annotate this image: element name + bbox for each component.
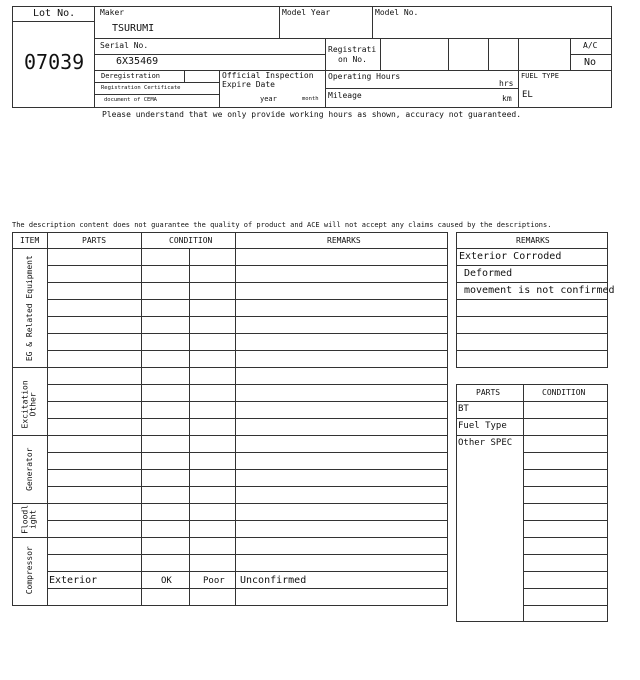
- remarks-row-2: Deformed: [464, 268, 513, 279]
- parts-header: PARTS: [476, 388, 501, 397]
- notice-text: Please understand that we only provide working hours as shown, accuracy not guaranteed.: [102, 110, 522, 119]
- registration-no-label-2: on No.: [338, 55, 367, 64]
- maker-value: TSURUMI: [112, 23, 155, 34]
- operating-hours-label: Operating Hours: [328, 72, 401, 81]
- lot-no-label: Lot No.: [33, 8, 76, 19]
- maker-label: Maker: [100, 8, 125, 17]
- registration-certificate-label: Registration Certificate: [101, 85, 181, 91]
- compressor-condition-ok: OK: [161, 576, 172, 586]
- mileage-label: Mileage: [328, 91, 362, 100]
- parts-row-bt: BT: [458, 404, 469, 414]
- ac-label: A/C: [583, 41, 598, 50]
- fuel-type-value: EL: [522, 90, 533, 100]
- ac-value: No: [584, 57, 597, 68]
- main-header-parts: PARTS: [82, 236, 107, 245]
- disclaimer-text: The description content does not guarantee the quality of product and ACE will not accept any claims caused by the descriptions.: [12, 221, 552, 229]
- km-label: km: [502, 94, 512, 103]
- official-inspection-label-2: Expire Date: [222, 80, 275, 89]
- compressor-parts: Exterior: [49, 575, 98, 586]
- condition-header: CONDITION: [542, 388, 586, 397]
- remarks-row-3: movement is not confirmed: [464, 285, 615, 296]
- parts-row-other-spec: Other SPEC: [458, 438, 513, 448]
- main-table: [12, 232, 448, 606]
- document-cema-label: document of CEMA: [104, 97, 157, 103]
- parts-row-fuel-type: Fuel Type: [458, 421, 507, 431]
- official-inspection-label-1: Official Inspection: [222, 71, 314, 80]
- month-label: month: [302, 96, 319, 102]
- section-label-eg: EG & Related Equipment: [24, 255, 34, 362]
- serial-no-value: 6X35469: [116, 56, 159, 67]
- main-header-remarks: REMARKS: [327, 236, 361, 245]
- year-label: year: [260, 95, 277, 103]
- remarks-row-1: Exterior Corroded: [459, 251, 562, 262]
- compressor-remarks: Unconfirmed: [240, 575, 307, 586]
- section-label-generator: Generator: [24, 447, 34, 491]
- compressor-condition-poor: Poor: [203, 576, 225, 586]
- model-year-label: Model Year: [282, 8, 331, 17]
- section-label-compressor: Compressor: [24, 546, 34, 595]
- model-no-label: Model No.: [375, 8, 419, 17]
- hrs-label: hrs: [499, 79, 514, 88]
- section-label-floodlight: Floodl ight: [20, 504, 38, 534]
- serial-no-label: Serial No.: [100, 41, 149, 50]
- lot-no-value: 07039: [24, 50, 85, 74]
- main-header-item: ITEM: [20, 236, 40, 245]
- remarks-header: REMARKS: [516, 236, 550, 245]
- main-header-condition: CONDITION: [169, 236, 213, 245]
- registration-no-label-1: Registrati: [328, 45, 377, 54]
- fuel-type-label: FUEL TYPE: [521, 72, 559, 80]
- section-label-excitation: Excitation Other: [20, 380, 38, 429]
- deregistration-label: Deregistration: [101, 72, 161, 80]
